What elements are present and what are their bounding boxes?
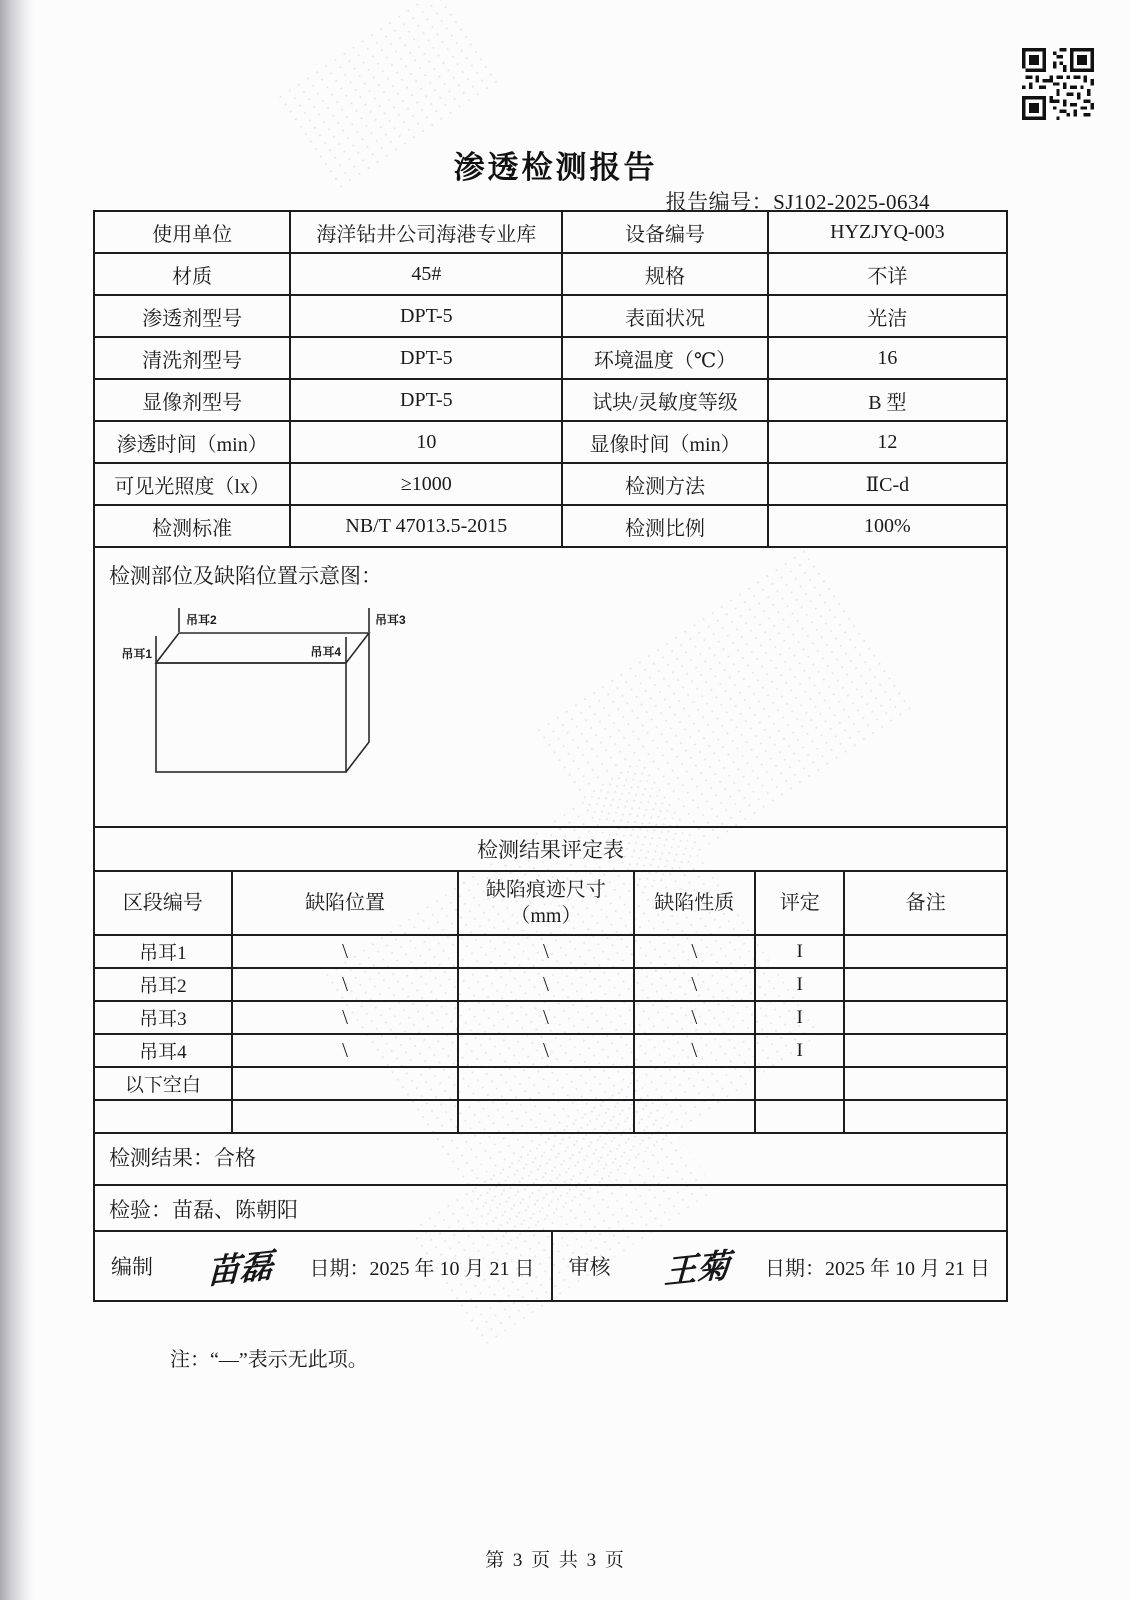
results-header-row <box>94 871 1007 935</box>
defect-nature-cell <box>634 1067 755 1100</box>
info-row <box>94 337 1007 379</box>
defect-nature-cell: \ <box>634 1001 755 1034</box>
results-table-title: 检测结果评定表 <box>93 826 1008 872</box>
info-value: ≥1000 <box>290 463 562 505</box>
info-value: 16 <box>768 337 1007 379</box>
remark-cell <box>844 935 1007 968</box>
info-row <box>94 253 1007 295</box>
info-value: 45# <box>290 253 562 295</box>
prepared-date: 日期：2025 年 10 月 21 日 <box>309 1257 535 1280</box>
table-row <box>94 1034 1007 1067</box>
info-row <box>94 379 1007 421</box>
info-value: B 型 <box>768 379 1007 421</box>
info-row <box>94 421 1007 463</box>
table-row <box>94 935 1007 968</box>
info-value: 12 <box>768 421 1007 463</box>
info-label: 检测方法 <box>562 463 767 505</box>
lug4-label: 吊耳4 <box>310 645 341 659</box>
defect-nature-cell: \ <box>634 1034 755 1067</box>
segment-cell: 吊耳1 <box>94 935 232 968</box>
grade-cell: I <box>755 968 844 1001</box>
info-label: 环境温度（℃） <box>562 337 767 379</box>
info-value: ⅡC-d <box>768 463 1007 505</box>
scan-edge-shadow <box>0 0 34 1600</box>
info-value: HYZJYQ-003 <box>768 211 1007 253</box>
inspector-label: 检验： <box>109 1198 172 1222</box>
defect-size-cell <box>458 1100 633 1133</box>
remark-cell <box>844 1067 1007 1100</box>
column-header: 缺陷位置 <box>232 871 458 935</box>
info-value: 海洋钻井公司海港专业库 <box>290 211 562 253</box>
grade-cell: I <box>755 1034 844 1067</box>
defect-position-cell: \ <box>232 1001 458 1034</box>
info-label: 表面状况 <box>562 295 767 337</box>
info-table <box>93 210 1008 548</box>
column-header: 缺陷痕迹尺寸（mm） <box>458 871 633 935</box>
remark-cell <box>844 1001 1007 1034</box>
page-number: 第 3 页 共 3 页 <box>485 1550 626 1571</box>
lug1-label: 吊耳1 <box>121 647 152 661</box>
prepared-label: 编制 <box>111 1255 153 1279</box>
info-value: NB/T 47013.5-2015 <box>290 505 562 547</box>
prepared-by-cell <box>95 1232 551 1300</box>
grade-cell: I <box>755 1001 844 1034</box>
report-number-value: SJ102-2025-0634 <box>773 190 930 214</box>
info-label: 可见光照度（lx） <box>94 463 290 505</box>
info-value: 不详 <box>768 253 1007 295</box>
grade-cell <box>755 1100 844 1133</box>
defect-position-cell <box>232 1100 458 1133</box>
info-row <box>94 463 1007 505</box>
info-label: 规格 <box>562 253 767 295</box>
defect-size-cell <box>458 1067 633 1100</box>
defect-size-cell: \ <box>458 968 633 1001</box>
report-body <box>93 212 1008 1302</box>
remark-cell <box>844 968 1007 1001</box>
info-value: 10 <box>290 421 562 463</box>
info-row <box>94 505 1007 547</box>
info-label: 材质 <box>94 253 290 295</box>
defect-position-cell: \ <box>232 1034 458 1067</box>
table-row <box>94 1001 1007 1034</box>
info-label: 试块/灵敏度等级 <box>562 379 767 421</box>
column-header: 区段编号 <box>94 871 232 935</box>
defect-position-cell: \ <box>232 935 458 968</box>
footnote: 注：“—”表示无此项。 <box>170 1349 368 1371</box>
table-row <box>94 1100 1007 1133</box>
segment-cell: 吊耳3 <box>94 1001 232 1034</box>
reviewed-label: 审核 <box>568 1255 611 1279</box>
grade-cell <box>755 1067 844 1100</box>
table-row <box>94 1067 1007 1100</box>
lifting-lug-diagram <box>113 600 443 820</box>
reviewed-date: 日期：2025 年 10 月 21 日 <box>765 1257 990 1280</box>
info-row <box>94 295 1007 337</box>
signoff-row <box>93 1230 1008 1302</box>
qr-code-icon <box>1022 48 1094 120</box>
segment-cell <box>94 1100 232 1133</box>
page-title: 渗透检测报告 <box>453 150 658 185</box>
grade-cell: I <box>755 935 844 968</box>
remark-cell <box>844 1100 1007 1133</box>
inspector-names: 苗磊、陈朝阳 <box>172 1198 298 1222</box>
defect-nature-cell: \ <box>634 968 755 1001</box>
defect-position-cell: \ <box>232 968 458 1001</box>
test-result-value: 合格 <box>214 1146 256 1170</box>
reviewed-by-cell <box>551 1232 1007 1300</box>
info-label: 清洗剂型号 <box>94 337 290 379</box>
defect-size-cell: \ <box>458 1034 633 1067</box>
column-header: 评定 <box>755 871 844 935</box>
info-value: DPT-5 <box>290 295 562 337</box>
info-row <box>94 211 1007 253</box>
info-label: 渗透剂型号 <box>94 295 290 337</box>
column-header: 备注 <box>844 871 1007 935</box>
info-label: 检测标准 <box>94 505 290 547</box>
defect-size-cell: \ <box>458 1001 633 1034</box>
info-label: 显像剂型号 <box>94 379 290 421</box>
segment-cell: 吊耳2 <box>94 968 232 1001</box>
info-label: 使用单位 <box>94 211 290 253</box>
info-value: DPT-5 <box>290 379 562 421</box>
defect-size-cell: \ <box>458 935 633 968</box>
info-label: 检测比例 <box>562 505 767 547</box>
prepared-signature: 苗磊 <box>206 1244 274 1292</box>
defect-nature-cell <box>634 1100 755 1133</box>
info-value: DPT-5 <box>290 337 562 379</box>
reviewed-signature: 王菊 <box>663 1244 731 1292</box>
info-label: 渗透时间（min） <box>94 421 290 463</box>
info-label: 显像时间（min） <box>562 421 767 463</box>
column-header: 缺陷性质 <box>634 871 755 935</box>
info-value: 光洁 <box>768 295 1007 337</box>
segment-cell: 吊耳4 <box>94 1034 232 1067</box>
defect-location-sketch <box>93 546 1008 828</box>
table-row <box>94 968 1007 1001</box>
test-result-line <box>93 1132 1008 1186</box>
info-label: 设备编号 <box>562 211 767 253</box>
lug3-label: 吊耳3 <box>375 613 406 627</box>
segment-cell: 以下空白 <box>94 1067 232 1100</box>
info-value: 100% <box>768 505 1007 547</box>
defect-nature-cell: \ <box>634 935 755 968</box>
sketch-caption: 检测部位及缺陷位置示意图： <box>109 564 382 588</box>
inspector-line <box>93 1184 1008 1232</box>
remark-cell <box>844 1034 1007 1067</box>
defect-position-cell <box>232 1067 458 1100</box>
results-table <box>93 870 1008 1134</box>
test-result-label: 检测结果： <box>109 1146 214 1170</box>
lug2-label: 吊耳2 <box>186 613 217 627</box>
report-number-label: 报告编号： <box>665 190 774 214</box>
